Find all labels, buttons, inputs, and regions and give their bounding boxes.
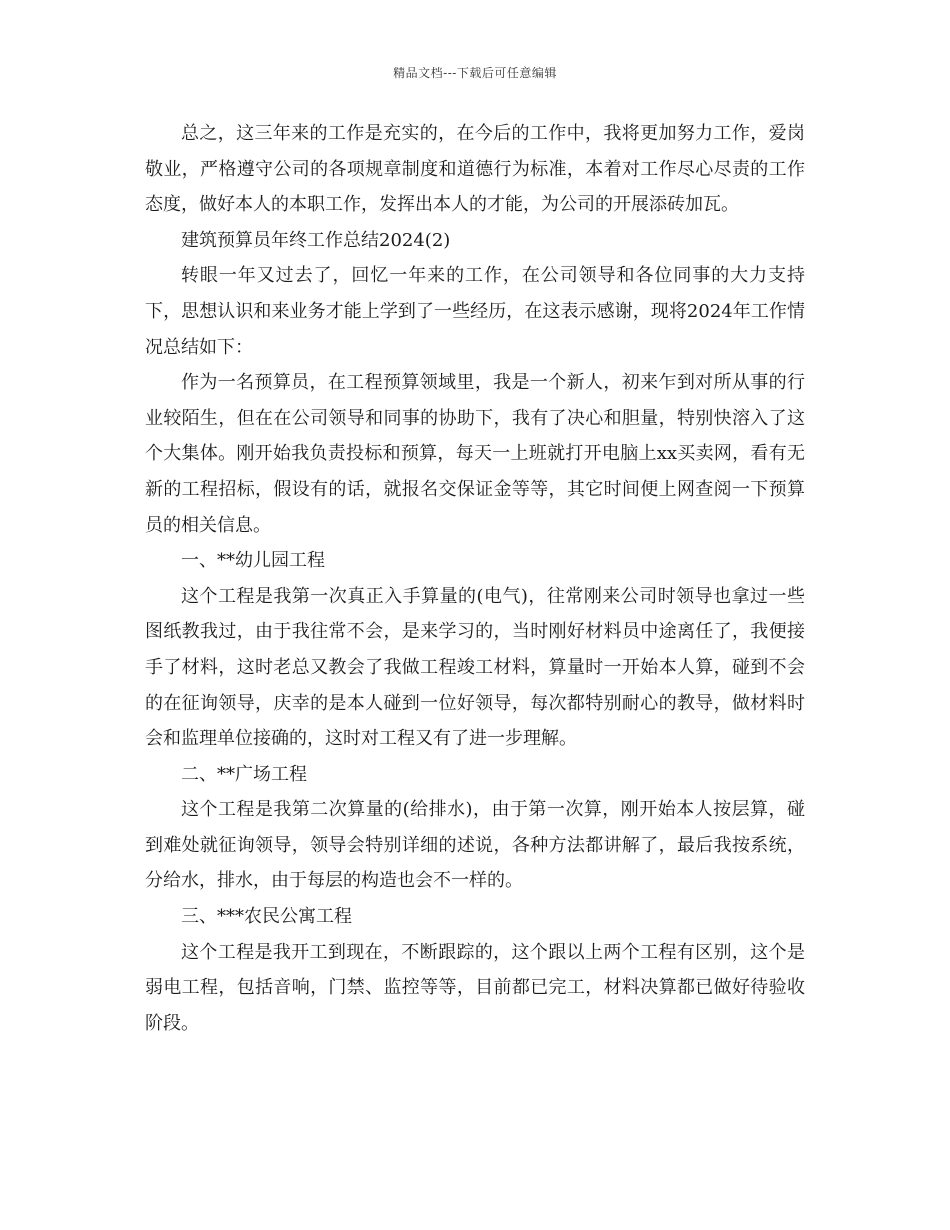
paragraph-project-1: 这个工程是我第一次真正入手算量的(电气)，往常刚来公司时领导也拿过一些图纸教我过，由于我往常不会，是来学习的，当时刚好材料员中途离任了，我便接手了材料，这时老总又教会了我做工程竣工材料，算量时一开始本人算，碰到不会的在征询领导，庆幸的是本人碰到一位好领导，每次都特别耐心的教导，做材料时会和监理单位接确的，这时对工程又有了进一步理解。: [145, 585, 805, 750]
paragraph-intro: 转眼一年又过去了，回忆一年来的工作，在公司领导和各位同事的大力支持下，思想认识和来业务才能上学到了一些经历，在这表示感谢，现将2024年工作情况总结如下：: [145, 265, 805, 358]
paragraph-project-3: 这个工程是我开工到现在，不断跟踪的，这个跟以上两个工程有区别，这个是弱电工程，包括音响，门禁、监控等等，目前都已完工，材料决算都已做好待验收阶段。: [145, 941, 805, 1034]
paragraph-project-2: 这个工程是我第二次算量的(给排水)，由于第一次算，刚开始本人按层算，碰到难处就征询领导，领导会特别详细的述说，各种方法都讲解了，最后我按系统，分给水，排水，由于每层的构造也会不一样的。: [145, 799, 805, 892]
page-header: 精品文档---下载后可任意编辑: [393, 66, 557, 80]
heading-project-1: 一、**幼儿园工程: [181, 550, 325, 572]
document-body: [145, 116, 805, 1041]
paragraph-summary: 总之，这三年来的工作是充实的，在今后的工作中，我将更加努力工作，爱岗敬业，严格遵守公司的各项规章制度和道德行为标准，本着对工作尽心尽责的工作态度，做好本人的本职工作，发挥出本人的才能，为公司的开展添砖加瓦。: [145, 123, 805, 216]
heading-project-3: 三、***农民公寓工程: [181, 906, 352, 928]
heading-project-2: 二、**广场工程: [181, 763, 307, 785]
section-title: 建筑预算员年终工作总结2024(2): [181, 229, 451, 251]
paragraph-role: 作为一名预算员，在工程预算领域里，我是一个新人，初来乍到对所从事的行业较陌生，但在在公司领导和同事的协助下，我有了决心和胆量，特别快溶入了这个大集体。刚开始我负责投标和预算，每天一上班就打开电脑上xx买卖网，看有无新的工程招标，假设有的话，就报名交保证金等等，其它时间便上网查阅一下预算员的相关信息。: [145, 372, 805, 536]
